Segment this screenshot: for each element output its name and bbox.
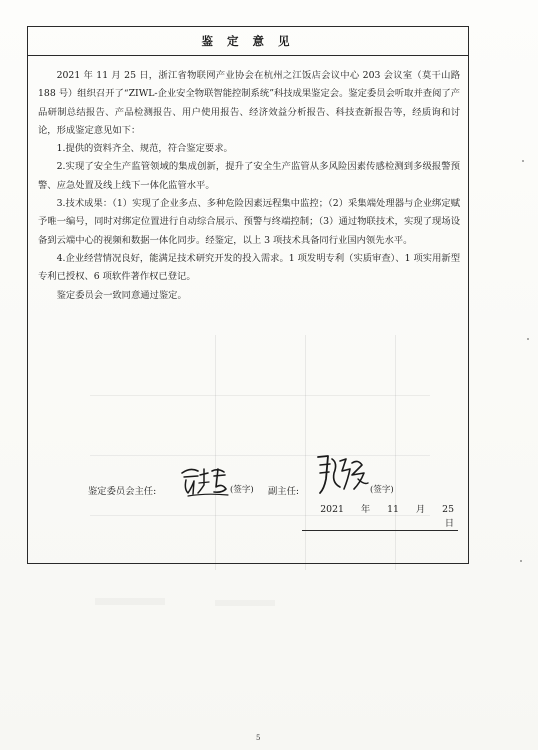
appraisal-opinion-table xyxy=(27,26,469,564)
opinion-paragraph-4: 4.企业经营情况良好，能满足技术研究开发的投入需求。1 项发明专利（实质审查）、1 项实用新型专利已授权、6 项软件著作权已登记。 xyxy=(38,252,460,283)
opinion-paragraph-1: 1.提供的资料齐全、规范，符合鉴定要求。 xyxy=(56,143,233,155)
opinion-paragraph-2: 2.实现了安全生产监管领域的集成创新，提升了安全生产监管从多风险因素传感检测到多级报警预警、应急处置及线上线下一体化监管水平。 xyxy=(38,161,460,191)
page-number: 5 xyxy=(256,734,261,742)
chair-label: 鉴定委员会主任: xyxy=(88,486,157,497)
opinion-paragraph-conclusion: 鉴定委员会一致同意通过鉴定。 xyxy=(56,289,187,301)
speck xyxy=(527,338,529,340)
bleed-through-text xyxy=(95,598,165,605)
chair-sign-note: (签字) xyxy=(230,485,254,495)
signature-row xyxy=(28,461,468,501)
chair-handwritten-signature xyxy=(178,463,233,499)
section-title: 鉴 定 意 见 xyxy=(201,34,295,48)
opinion-body xyxy=(38,67,460,305)
vice-chair-label: 副主任: xyxy=(268,486,300,497)
table-header xyxy=(28,27,468,56)
speck xyxy=(520,560,522,562)
bleed-through-text xyxy=(215,600,275,606)
vice-chair-sign-note: (签字) xyxy=(370,485,394,495)
opinion-paragraph-intro: 2021 年 11 月 25 日，浙江省物联网产业协会在杭州之江饭店会议中心 203 会议室（莫干山路 188 号）组织召开了“ZIWL-企业安全物联智能控制系统”科技成果鉴定会。鉴定委员会听取并查阅了产品研制总结报告、产品检测报告、用户使用报告、经济效益分析报告、科技查新报告等，经质询和讨论，形成鉴定意见如下： xyxy=(38,70,460,136)
appraisal-date: 2021 年 11 月 25 日 xyxy=(302,501,458,531)
opinion-paragraph-3: 3.技术成果：（1）实现了企业多点、多种危险因素远程集中监控；（2）采集端处理器与企业绑定赋予唯一编号，同时对绑定位置进行自动综合展示、预警与终端控制；（3）通过物联技术，实现了现场设备到云端中心的视频和数据一体化同步。经鉴定，以上 3 项技术具备同行业国内领先水平。 xyxy=(38,198,460,246)
vice-chair-handwritten-signature xyxy=(312,449,372,503)
speck xyxy=(522,160,524,162)
